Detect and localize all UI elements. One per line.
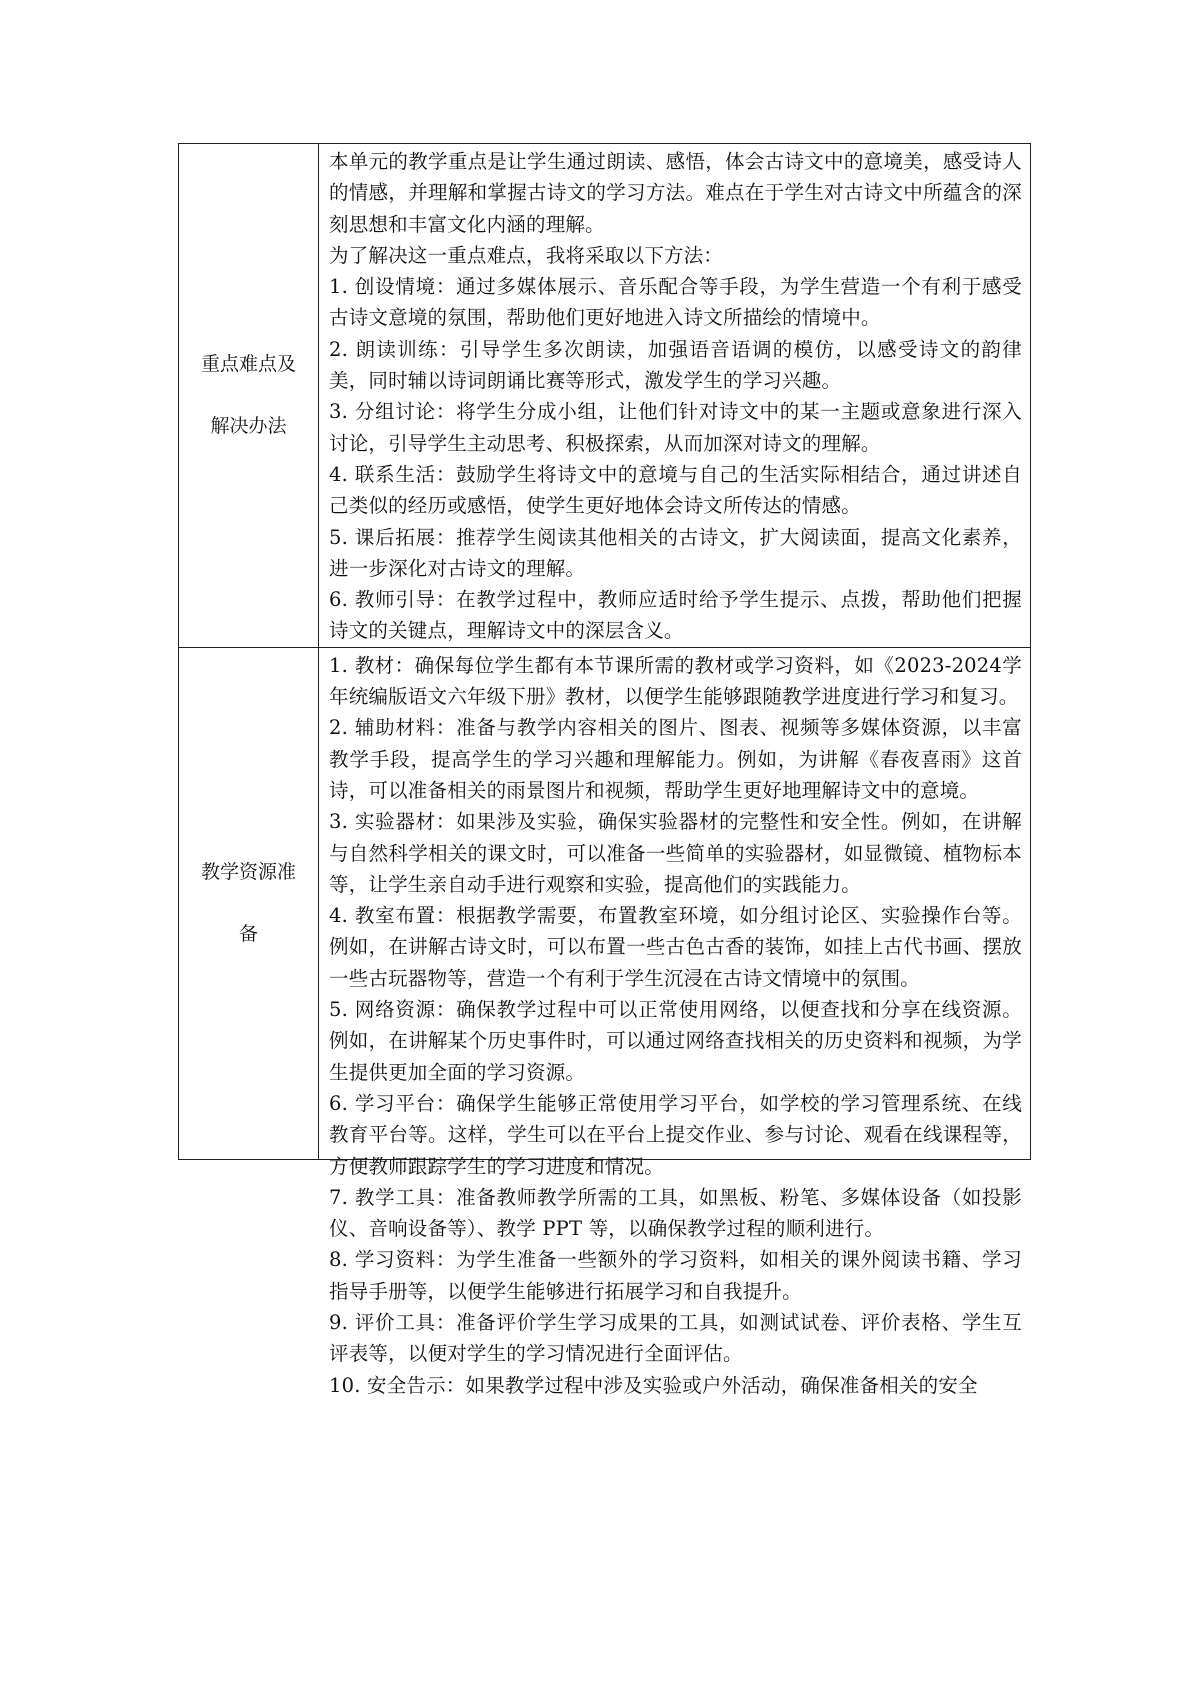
paragraph: 5. 网络资源：确保教学过程中可以正常使用网络，以便查找和分享在线资源。例如，在讲解某个历史事件时，可以通过网络查找相关的历史资料和视频，为学生提供更加全面的学习资源。: [329, 998, 1022, 1084]
paragraph: 1. 教材：确保每位学生都有本节课所需的教材或学习资料，如《2023-2024学年统编版语文六年级下册》教材，以便学生能够跟随教学进度进行学习和复习。: [329, 653, 1022, 709]
label-line: 备: [238, 923, 258, 946]
paragraph: 为了解决这一重点难点，我将采取以下方法：: [329, 243, 724, 267]
paragraph: 2. 辅助材料：准备与教学内容相关的图片、图表、视频等多媒体资源，以丰富教学手段，提高学生的学习兴趣和理解能力。例如，为讲解《春夜喜雨》这首诗，可以准备相关的雨景图片和视频，帮助学生更好地理解诗文中的意境。: [329, 716, 1022, 802]
row-label-key-points: [179, 144, 319, 648]
paragraph: 3. 实验器材：如果涉及实验，确保实验器材的完整性和安全性。例如，在讲解与自然科学相关的课文时，可以准备一些简单的实验器材，如显微镜、植物标本等，让学生亲自动手进行观察和实验，提高他们的实践能力。: [329, 810, 1022, 896]
content-clip: [329, 650, 1022, 1397]
paragraph: 4. 教室布置：根据教学需要，布置教室环境，如分组讨论区、实验操作台等。例如，在讲解古诗文时，可以布置一些古色古香的装饰，如挂上古代书画、摆放一些古玩器物等，营造一个有利于学生沉浸在古诗文情境中的氛围。: [329, 904, 1022, 990]
row-content-key-points: [319, 144, 1031, 648]
row-content-teaching-resources: [319, 647, 1031, 1397]
row-label-teaching-resources: [179, 647, 319, 1159]
label-line: 重点难点及: [200, 353, 296, 376]
table-row-teaching-resources: [179, 647, 1031, 1159]
lesson-plan-table: [178, 143, 1031, 1397]
table-row-key-points: [179, 144, 1031, 648]
paragraph: 8. 学习资料：为学生准备一些额外的学习资料，如相关的课外阅读书籍、学习指导手册等，以便学生能够进行拓展学习和自我提升。: [329, 1248, 1022, 1303]
label-line: 解决办法: [210, 415, 287, 438]
paragraph: 3. 分组讨论：将学生分成小组，让他们针对诗文中的某一主题或意象进行深入讨论，引导学生主动思考、积极探索，从而加深对诗文的理解。: [329, 400, 1022, 455]
paragraph: 6. 学习平台：确保学生能够正常使用学习平台，如学校的学习管理系统、在线教育平台等。这样，学生可以在平台上提交作业、参与讨论、观看在线课程等，方便教师跟踪学生的学习进度和情况。: [329, 1091, 1022, 1178]
paragraph: 1. 创设情境：通过多媒体展示、音乐配合等手段，为学生营造一个有利于感受古诗文意境的氛围，帮助他们更好地进入诗文所描绘的情境中。: [329, 275, 1022, 330]
paragraph: 4. 联系生活：鼓励学生将诗文中的意境与自己的生活实际相结合，通过讲述自己类似的经历或感悟，使学生更好地体会诗文所传达的情感。: [329, 462, 1022, 518]
paragraph: 5. 课后拓展：推荐学生阅读其他相关的古诗文，扩大阅读面，提高文化素养，进一步深化对古诗文的理解。: [329, 525, 1022, 580]
paragraph: 6. 教师引导：在教学过程中，教师应适时给予学生提示、点拨，帮助他们把握诗文的关键点，理解诗文中的深层含义。: [329, 588, 1022, 643]
paragraph: 2. 朗读训练：引导学生多次朗读，加强语音语调的模仿，以感受诗文的韵律美，同时辅以诗词朗诵比赛等形式，激发学生的学习兴趣。: [329, 337, 1022, 393]
paragraph: 10. 安全告示：如果教学过程中涉及实验或户外活动，确保准备相关的安全: [329, 1373, 978, 1397]
paragraph: 9. 评价工具：准备评价学生学习成果的工具，如测试试卷、评价表格、学生互评表等，以便对学生的学习情况进行全面评估。: [329, 1310, 1022, 1366]
paragraph: 7. 教学工具：准备教师教学所需的工具，如黑板、粉笔、多媒体设备（如投影仪、音响设备等）、教学 PPT 等，以确保教学过程的顺利进行。: [329, 1185, 1022, 1241]
paragraph: 本单元的教学重点是让学生通过朗读、感悟，体会古诗文中的意境美，感受诗人的情感，并理解和掌握古诗文的学习方法。难点在于学生对古诗文中所蕴含的深刻思想和丰富文化内涵的理解。: [329, 150, 1022, 236]
label-line: 教学资源准: [200, 861, 296, 884]
